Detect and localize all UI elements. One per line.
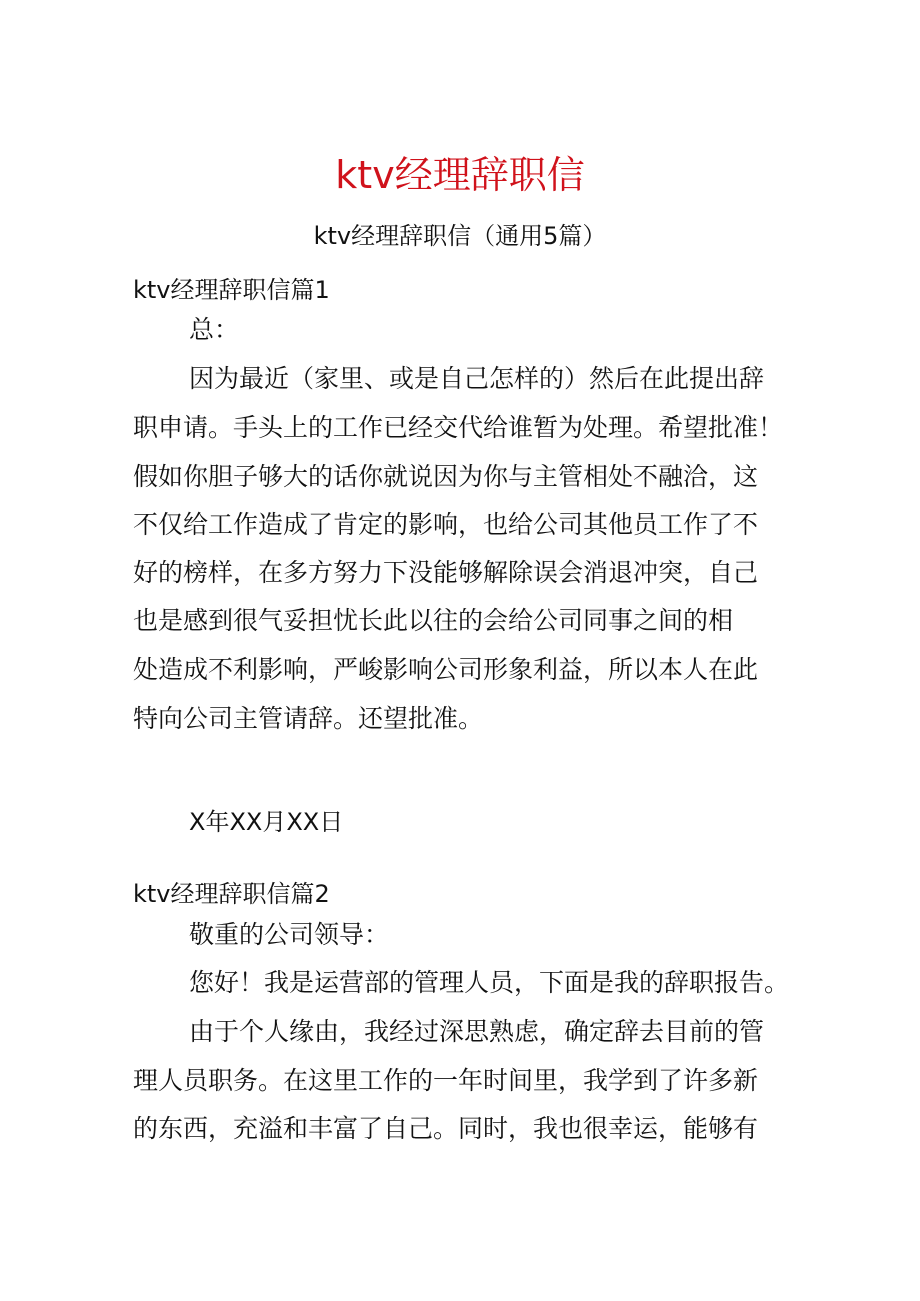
paragraph-line: 的东西，充溢和丰富了自己。同时，我也很幸运，能够有 [133,1114,759,1143]
salutation-1: 总： [189,315,240,344]
paragraph-line: 因为最近（家里、或是自己怎样的）然后在此提出辞 [189,364,765,393]
paragraph-line: 好的榜样，在多方努力下没能够解除误会消退冲突，自己 [133,558,759,587]
salutation-2: 敬重的公司领导： [189,920,390,949]
section-1-heading: ktv经理辞职信篇1 [133,276,330,304]
paragraph-line: 也是感到很气妥担忧长此以往的会给公司同事之间的相 [133,606,734,635]
section-2-heading: ktv经理辞职信篇2 [133,880,330,908]
paragraph-line: 特向公司主管请辞。还望批准。 [133,704,484,733]
letter-date: X年XX月XX日 [189,808,344,836]
document-subtitle: ktv经理辞职信（通用5篇） [313,222,607,250]
paragraph-line: 职申请。手头上的工作已经交代给谁暂为处理。希望批准！ [133,413,784,442]
paragraph-line: 处造成不利影响，严峻影响公司形象利益，所以本人在此 [133,655,759,684]
paragraph-line: 由于个人缘由，我经过深思熟虑，确定辞去目前的管 [189,1017,765,1046]
paragraph-line: 假如你胆子够大的话你就说因为你与主管相处不融洽，这 [133,462,759,491]
paragraph-line: 您好！我是运营部的管理人员，下面是我的辞职报告。 [189,968,790,997]
paragraph-line: 理人员职务。在这里工作的一年时间里，我学到了许多新 [133,1066,759,1095]
document-title: ktv经理辞职信 [335,153,585,197]
paragraph-line: 不仅给工作造成了肯定的影响，也给公司其他员工作了不 [133,510,759,539]
